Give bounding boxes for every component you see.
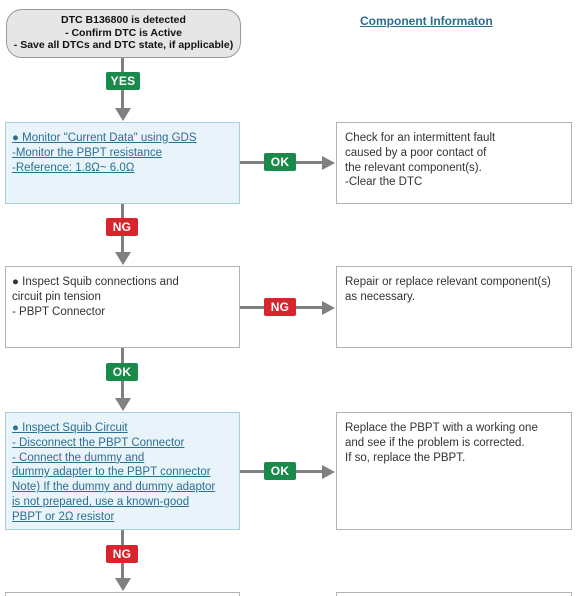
- step-inspect-squib-connections[interactable]: [5, 266, 240, 348]
- result-line: as necessary.: [345, 290, 416, 303]
- step-line: circuit pin tension: [12, 290, 101, 303]
- result-line: the relevant component(s).: [345, 161, 482, 174]
- result-line: Check for an intermittent fault: [345, 132, 496, 144]
- ng-badge: NG: [106, 218, 138, 236]
- step-line: ● Inspect Squib Circuit: [12, 422, 128, 434]
- result-repair-replace: [336, 266, 572, 348]
- step-line: - Connect the dummy and: [12, 451, 145, 464]
- ok-badge: OK: [106, 363, 138, 381]
- start-line: - Save all DTCs and DTC state, if applicable): [13, 39, 234, 51]
- arrow-right-icon: [322, 156, 335, 170]
- result-line: -Clear the DTC: [345, 176, 423, 189]
- start-line: DTC B136800 is detected: [61, 14, 186, 26]
- yes-badge: YES: [106, 72, 140, 90]
- step-line: PBPT or 2Ω resistor: [12, 510, 115, 523]
- next-result-box: [336, 592, 572, 596]
- result-line: Replace the PBPT with a working one: [345, 422, 538, 434]
- arrow-down-icon: [115, 398, 131, 411]
- start-node: [6, 9, 241, 58]
- step-line: Note) If the dummy and dummy adaptor: [12, 481, 216, 494]
- arrow-right-icon: [322, 301, 335, 315]
- step-line: ● Inspect Squib connections and: [12, 276, 179, 288]
- ok-badge: OK: [264, 153, 296, 171]
- component-information-link[interactable]: Component Informaton: [360, 14, 493, 28]
- step-line: is not prepared, use a known-good: [12, 495, 190, 508]
- result-line: caused by a poor contact of: [345, 146, 487, 159]
- step-line: -Monitor the PBPT resistance: [12, 146, 162, 159]
- start-line: - Confirm DTC is Active: [65, 26, 182, 39]
- arrow-down-icon: [115, 252, 131, 265]
- step-line: ● Monitor "Current Data" using GDS: [12, 132, 197, 144]
- step-line: -Reference: 1.8Ω~ 6.0Ω: [12, 161, 135, 174]
- result-line: and see if the problem is corrected.: [345, 436, 525, 449]
- step-inspect-squib-circuit[interactable]: [5, 412, 240, 530]
- step-monitor-current-data[interactable]: [5, 122, 240, 204]
- step-line: dummy adapter to the PBPT connector: [12, 466, 211, 479]
- ng-badge: NG: [264, 298, 296, 316]
- result-intermittent-fault: [336, 122, 572, 204]
- step-line: - Disconnect the PBPT Connector: [12, 436, 185, 449]
- result-line: If so, replace the PBPT.: [345, 451, 466, 464]
- ng-badge: NG: [106, 545, 138, 563]
- result-line: Repair or replace relevant component(s): [345, 276, 551, 288]
- next-step-box: [5, 592, 240, 596]
- arrow-down-icon: [115, 578, 131, 591]
- result-replace-pbpt: [336, 412, 572, 530]
- arrow-down-icon: [115, 108, 131, 121]
- ok-badge: OK: [264, 462, 296, 480]
- arrow-right-icon: [322, 465, 335, 479]
- step-line: - PBPT Connector: [12, 305, 106, 318]
